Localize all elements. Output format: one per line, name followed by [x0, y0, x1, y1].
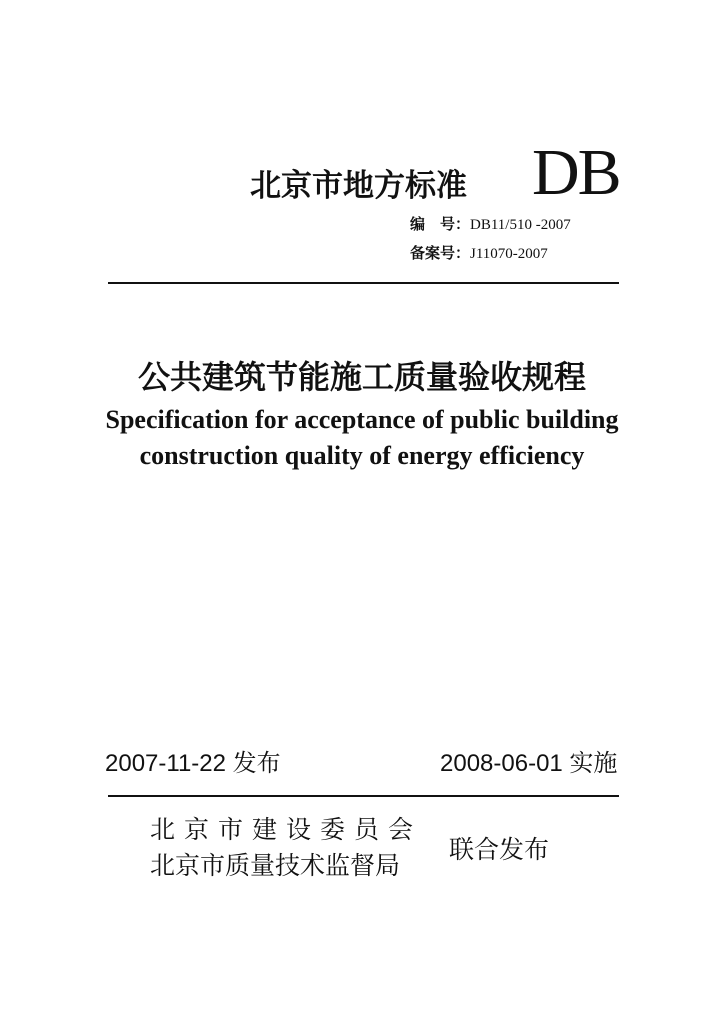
- standard-number: [410, 213, 571, 234]
- standard-number-label: 编 号：: [410, 215, 471, 233]
- title-english-line1: Specification for acceptance of public building: [105, 405, 619, 434]
- record-number: [410, 242, 548, 263]
- standard-number-value: DB11/510 -2007: [470, 217, 571, 233]
- title-english-line2: construction quality of energy efficiency: [139, 441, 585, 470]
- implementation-date: 2008-06-01 实施: [440, 750, 618, 777]
- standard-type-heading: 北京市地方标准: [250, 168, 467, 204]
- record-number-value: J11070-2007: [470, 246, 548, 262]
- issuer-construction-commission: 北京市建设委员会: [150, 815, 423, 844]
- joint-release-label: 联合发布: [449, 835, 550, 864]
- top-divider: [108, 282, 619, 284]
- title-chinese: 公共建筑节能施工质量验收规程: [137, 358, 586, 396]
- issue-date: 2007-11-22 发布: [105, 750, 281, 777]
- bottom-divider: [108, 795, 619, 797]
- record-number-label: 备案号：: [410, 244, 471, 262]
- db-mark: DB: [532, 136, 620, 209]
- issuer-quality-bureau: 北京市质量技术监督局: [150, 851, 401, 880]
